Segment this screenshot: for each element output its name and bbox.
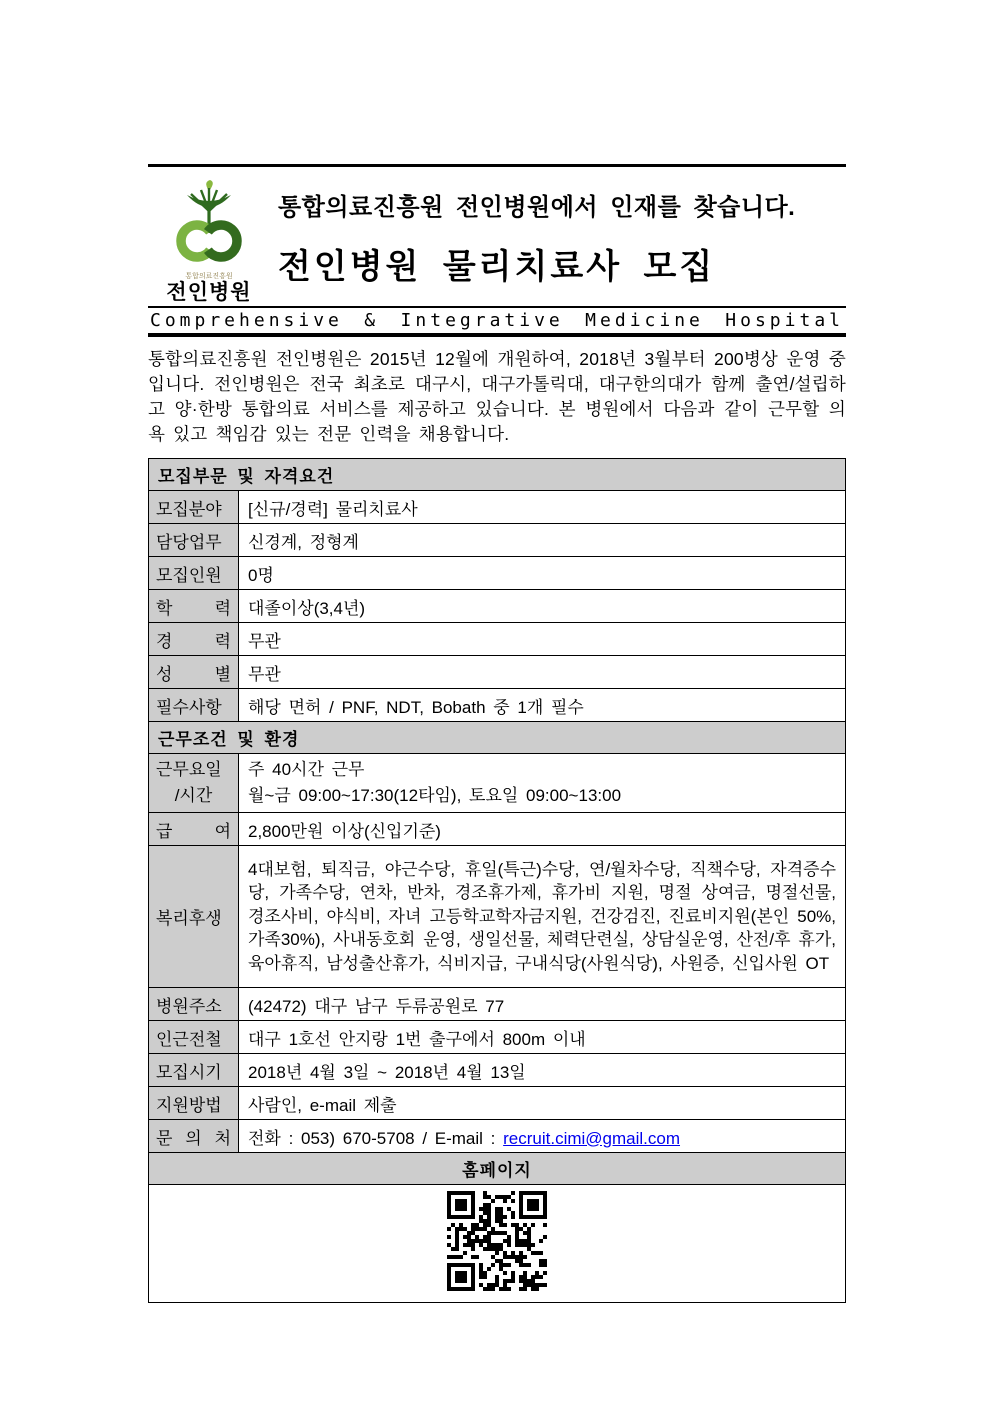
row-label-period: 모집시기 — [149, 1054, 239, 1087]
row-label-contact: 문 의 처 — [149, 1120, 239, 1153]
row-label-duty: 담당업무 — [149, 524, 239, 557]
table-row — [149, 813, 846, 846]
recruitment-table — [148, 458, 846, 1303]
row-label-subway: 인근전철 — [149, 1021, 239, 1054]
row-value-field: [신규/경력] 물리치료사 — [239, 491, 846, 524]
english-banner: Comprehensive & Integrative Medicine Hospital — [148, 306, 846, 337]
table-row — [149, 754, 846, 813]
recruit-email-link[interactable]: recruit.cimi@gmail.com — [503, 1128, 681, 1148]
homepage-qr-cell — [149, 1185, 846, 1303]
row-label-address: 병원주소 — [149, 988, 239, 1021]
row-label-salary: 급 여 — [149, 813, 239, 846]
table-row — [149, 689, 846, 722]
masthead-titles — [268, 175, 846, 288]
contact-phone-text: 전화 : 053) 670-5708 / E-mail : — [248, 1128, 504, 1148]
table-row — [149, 557, 846, 590]
worktime-label-line1: 근무요일 — [156, 760, 222, 779]
row-value-welfare: 4대보험, 퇴직금, 야근수당, 휴일(특근)수당, 연/월차수당, 직책수당, 자격증수당, 가족수당, 연차, 반차, 경조휴가제, 휴가비 지원, 명절 상여금, 명절선물, 경조사비, 야식비, 자녀 고등학교학자금지원, 건강검진, 진료비지원(본인 50%, 가족30%), 사내동호회 운영, 생일선물, 체력단련실, 상담실운영, 산전/후 휴가, 육아휴직, 남성출산휴가, 식비지급, 구내식당(사원식당), 사원증, 신입사원 OT — [239, 846, 846, 988]
table-row — [149, 590, 846, 623]
worktime-value-line1: 주 40시간 근무 — [248, 760, 365, 779]
row-label-career: 경 력 — [149, 623, 239, 656]
row-value-salary: 2,800만원 이상(신입기준) — [239, 813, 846, 846]
document-content — [148, 0, 846, 1303]
section-header-homepage: 홈페이지 — [149, 1153, 846, 1185]
table-row — [149, 1021, 846, 1054]
row-value-gender: 무관 — [239, 656, 846, 689]
table-row — [149, 846, 846, 988]
row-label-apply-method: 지원방법 — [149, 1087, 239, 1120]
table-row — [149, 1087, 846, 1120]
worktime-label-line2: /시간 — [174, 786, 213, 805]
row-value-requirements: 해당 면허 / PNF, NDT, Bobath 중 1개 필수 — [239, 689, 846, 722]
table-row — [149, 656, 846, 689]
section-header-qualifications: 모집부문 및 자격요건 — [149, 459, 846, 491]
hospital-logo — [150, 175, 268, 304]
logo-org-caption: 통합의료진흥원 — [185, 273, 233, 280]
row-label-education: 학 력 — [149, 590, 239, 623]
qr-code-icon — [447, 1191, 547, 1291]
row-value-contact — [239, 1120, 846, 1153]
row-value-duty: 신경계, 정형계 — [239, 524, 846, 557]
tree-logo-icon — [166, 179, 252, 267]
table-row — [149, 623, 846, 656]
page-title: 전인병원 물리치료사 모집 — [278, 248, 716, 286]
recruit-tagline: 통합의료진흥원 전인병원에서 인재를 찾습니다. — [278, 194, 796, 221]
table-row — [149, 491, 846, 524]
row-label-headcount: 모집인원 — [149, 557, 239, 590]
row-value-address: (42472) 대구 남구 두류공원로 77 — [239, 988, 846, 1021]
row-label-worktime — [149, 754, 239, 813]
row-label-gender: 성 별 — [149, 656, 239, 689]
row-label-welfare: 복리후생 — [149, 846, 239, 988]
table-row — [149, 1054, 846, 1087]
table-row — [149, 1185, 846, 1303]
row-label-field: 모집분야 — [149, 491, 239, 524]
row-value-period: 2018년 4월 3일 ~ 2018년 4월 13일 — [239, 1054, 846, 1087]
row-value-apply-method: 사람인, e-mail 제출 — [239, 1087, 846, 1120]
row-value-subway: 대구 1호선 안지랑 1번 출구에서 800m 이내 — [239, 1021, 846, 1054]
masthead — [148, 167, 846, 306]
row-value-headcount: 0명 — [239, 557, 846, 590]
table-row — [149, 524, 846, 557]
section-header-conditions: 근무조건 및 환경 — [149, 722, 846, 754]
logo-hospital-name: 전인병원 — [166, 281, 252, 304]
row-value-career: 무관 — [239, 623, 846, 656]
worktime-value-line2: 월~금 09:00~17:30(12타임), 토요일 09:00~13:00 — [248, 786, 622, 805]
intro-paragraph: 통합의료진흥원 전인병원은 2015년 12월에 개원하여, 2018년 3월부터 200병상 운영 중입니다. 전인병원은 전국 최초로 대구시, 대구가톨릭대, 대구한의대가 함께 출연/설립하고 양·한방 통합의료 서비스를 제공하고 있습니다. 본 병원에서 다음과 같이 근무할 의욕 있고 책임감 있는 전문 인력을 채용합니다. — [148, 349, 846, 444]
row-value-worktime — [239, 754, 846, 813]
row-value-education: 대졸이상(3,4년) — [239, 590, 846, 623]
table-row — [149, 988, 846, 1021]
row-label-requirements: 필수사항 — [149, 689, 239, 722]
table-row — [149, 1120, 846, 1153]
